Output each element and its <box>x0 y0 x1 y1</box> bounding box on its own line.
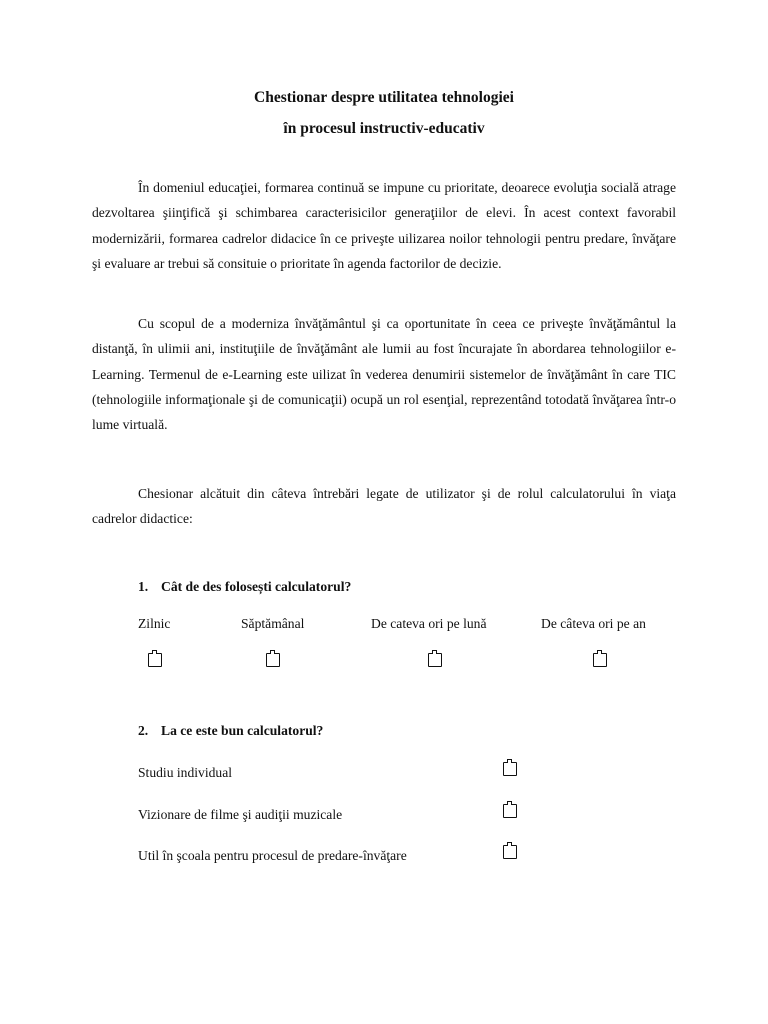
question-1-number: 1. <box>138 579 149 594</box>
document-title-line-1: Chestionar despre utilitatea tehnologiei <box>254 89 514 106</box>
q2-school-teaching-checkbox-icon[interactable] <box>503 845 517 859</box>
question-2-title <box>138 722 323 740</box>
q1-option-daily-label: Zilnic <box>138 616 171 631</box>
question-2-number: 2. <box>138 723 149 738</box>
q1-yearly-checkbox-icon[interactable] <box>593 653 607 667</box>
question-2-text: La ce este bun calculatorul? <box>161 723 324 738</box>
intro-paragraph-3: Chesionar alcătuit din câteva întrebări legate de utilizator şi de rolul calculatorului în viaţa cadrelor didactice: <box>92 486 676 527</box>
q2-individual-study-checkbox-icon[interactable] <box>503 762 517 776</box>
q1-option-monthly-label: De cateva ori pe lună <box>371 616 487 631</box>
q2-option-movies-music-label: Vizionare de filme şi audiţii muzicale <box>138 807 343 822</box>
question-1-title <box>138 578 351 596</box>
q2-option-individual-study-label: Studiu individual <box>138 765 233 780</box>
q1-weekly-checkbox-icon[interactable] <box>266 653 280 667</box>
question-1-text: Cât de des folosești calculatorul? <box>161 579 352 594</box>
q1-option-yearly-label: De câteva ori pe an <box>541 616 646 631</box>
intro-paragraph-2: Cu scopul de a moderniza învăţământul şi ca oportunitate în ceea ce priveşte învăţământul la distanţă, în ulimii ani, instituţiile de învăţământ ale lumii au fost încurajate în abordarea tehnologiilor e-Learning. Termenul de e-Learning este uilizat în vederea denumirii sistemelor de învăţământ în care TIC (tehnologiile informaţionale şi de comunicaţii) ocupă un rol esenţial, reprezentând totodată învăţarea într-o lume virtuală. <box>92 316 676 433</box>
document-title-line-2: în procesul instructiv-educativ <box>283 120 485 137</box>
intro-paragraph-1: În domeniul educaţiei, formarea continuă se impune cu prioritate, deoarece evoluţia socială atrage dezvoltarea şiinţifică şi schimbarea caracterisicilor generaţiilor de elevi. În acest context favorabil modernizării, formarea cadrelor didacice în ce priveşte uilizarea noilor tehnologii pentru predare, învăţare şi evaluare ar trebui să consituie o prioritate în agenda factorilor de decizie. <box>92 180 676 271</box>
q1-option-weekly-label: Săptămânal <box>241 616 305 631</box>
q2-option-school-teaching-label: Util în şcoala pentru procesul de predare-învăţare <box>138 848 407 863</box>
q1-monthly-checkbox-icon[interactable] <box>428 653 442 667</box>
q2-movies-music-checkbox-icon[interactable] <box>503 804 517 818</box>
q1-daily-checkbox-icon[interactable] <box>148 653 162 667</box>
